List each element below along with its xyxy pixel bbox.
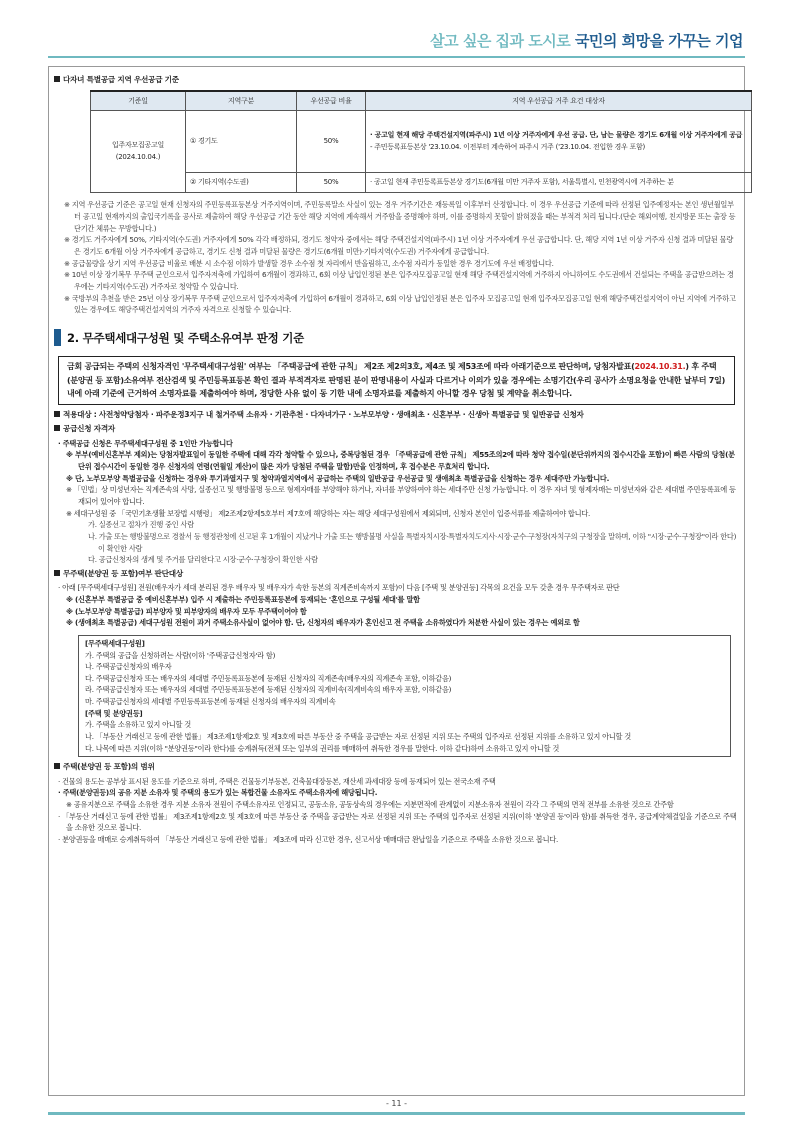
judge-note-3: ※ (생애최초 특별공급) 세대구성원 전원이 과거 주택소유사실이 없어야 함. 단, 신청자의 배우자가 혼인신고 전 주택을 소유하였다가 처분한 사실이 있는 경우는 예외로 함: [66, 618, 580, 628]
def-item: 가. 주택의 공급을 신청하려는 사람(이하 '주택공급신청자'라 함): [85, 650, 276, 660]
qual-sub-2: 나. 가출 또는 행방불명으로 경찰서 등 행정관청에 신고된 후 1개월이 지났거나 가출 또는 행방불명 사실을 특별자치시장·특별자치도지사·시장·군수·구청장(자치구의 구청장을 말하며, 이하 "시장·군수·구청장"이라 한다)이 확인한 사람: [88, 531, 737, 553]
judge-bullet: · 아래 [무주택세대구성원] 전원(배우자가 세대 분리된 경우 배우자 및 배우자가 속한 등본의 직계존비속까지 포함)이 다음 [주택 및 분양권등] 각목의 요건을 모두 갖춘 경우 무주택자로 판단: [58, 583, 620, 593]
def-item: 라. 주택공급신청자 또는 배우자의 세대별 주민등록표등본에 등재된 신청자의 직계비속(직계비속의 배우자 포함, 이하같음): [85, 685, 452, 695]
td-req-2: · 공고일 현재 주민등록표등본상 경기도(6개월 미만 거주자 포함), 서울특별시, 인천광역시에 거주하는 분: [366, 173, 752, 193]
definition-box: [78, 635, 731, 758]
range-bullet-4: · 분양권등을 매매로 승계취득하여 「부동산 거래신고 등에 관한 법률」 제3조에 따라 신고한 경우, 신고서상 매매대금 완납일을 기준으로 주택을 소유한 것으로 봅니다.: [58, 834, 559, 844]
page-number: - 11 -: [385, 1099, 408, 1108]
def-item: 마. 주택공급신청자의 세대별 주민등록표등본에 등재된 신청자의 배우자의 직계비속: [85, 697, 336, 707]
qual-bullet: · 주택공급 신청은 무주택세대구성원 중 1인만 가능합니다: [58, 438, 233, 448]
def2-item: 다. 나목에 따른 지위(이하 "분양권등"이라 한다)를 승계취득(전체 또는 일부의 권리를 매매하여 취득한 경우를 말한다. 이하 같다)하여 소유하고 있지 아니할 것: [85, 743, 560, 753]
qual-note-4: ※ 세대구성원 중 「국민기초생활 보장법 시행령」 제2조제2항제5호부터 제7호에 해당하는 자는 해당 세대구성원에서 제외되며, 신청자 본인이 입증서류를 제출하여야 합니다.: [66, 508, 591, 518]
judge-note-1: ※ (신혼부부 특별공급 중 예비신혼부부) 입주 시 제출하는 주민등록표등본에 등재되는 '혼인으로 구성될 세대'를 말함: [66, 594, 420, 604]
note-5: ※ 국방부의 추천을 받은 25년 이상 장기복무 무주택 군인으로서 입주자저축에 가입하여 6개월이 경과하고, 6회 이상 납입인정된 분은 입주자 모집공고일 현재 입주자모집공고일 현재 해당주택건설지역이 아닌 지역에 거주하고 있는 경우에도 해당주택건설지역의 거주자 자격으로 신청할 수 있습니다.: [64, 293, 736, 315]
judge-heading: 무주택(분양권 등 포함)여부 판단대상: [54, 568, 739, 580]
range-heading: 주택(분양권 등 포함)의 범위: [54, 761, 739, 773]
qual-heading: 공급신청 자격자: [54, 423, 739, 435]
range-note-1: ※ 공유지분으로 주택을 소유한 경우 지분 소유자 전원이 주택소유자로 인정되고, 공동소유, 공동상속의 경우에는 지분면적에 관계없이 지분소유자 전원이 각각 그 주택의 면적 전부를 소유한 것으로 간주함: [66, 800, 674, 810]
td-ratio-1: 50%: [297, 111, 366, 173]
apply-target: 적용대상 : 사전청약당첨자 · 파주운정3지구 내 철거주택 소유자 · 기관추천 · 다자녀가구 · 노부모부양 · 생애최초 · 신혼부부 · 신생아 특별공급 및 일반공급 신청자: [54, 409, 739, 421]
square-bullet-icon: [54, 76, 60, 82]
regional-priority-table: [90, 90, 752, 193]
page-header: [430, 30, 743, 51]
note-1: ※ 지역 우선공급 기준은 공고일 현재 신청자의 주민등록표등본상 거주지역이며, 주민등록말소 사실이 있는 경우 거주기간은 재등록일 이후부터 산정합니다. 이 경우 우선공급 기준에 따라 선정된 입주예정자는 본인 생년월일부터 공고일 현재까지의 출입국기록을 공사로 제출하여 해당 우선공급 기간 동안 해당 지역에 계속해서 거주함을 증명해야 하며, 이를 증명하지 못할이 밝혀졌을 때는 부적격 처리 됩니다.(단순 해외여행, 친지방문 또는 출장 등 단기간 체류는 무방합니다.): [64, 200, 736, 233]
header-rule: [48, 56, 745, 58]
range-bullet-2: · 주택(분양권등)의 공유 지분 소유자 및 주택의 용도가 있는 복합건물 소유자도 주택소유자에 해당됩니다.: [58, 788, 378, 798]
banner-bar-icon: [54, 329, 61, 346]
range-bullet-1: · 건물의 용도는 공부상 표시된 용도를 기준으로 하며, 주택은 건물등기부등본, 건축물대장등본, 재산세 과세대장 등에 등재되어 있는 전국소재 주택: [58, 776, 496, 786]
square-bullet-icon: [54, 411, 60, 417]
th-requirement: 지역 우선공급 거주 요건 대상자: [366, 91, 752, 111]
announce-date: 2024.10.31.: [634, 361, 686, 371]
td-region-1: ① 경기도: [186, 111, 297, 173]
square-bullet-icon: [54, 425, 60, 431]
note-3: ※ 공급물량을 상기 지역 우선공급 비율로 배분 시 소수점 이하가 발생할 경우 소수점 첫 자리에서 반올림하고, 소수점 자리가 동일한 경우 경기도에 우선 배정합니다.: [64, 258, 554, 268]
section2-banner: 2. 무주택세대구성원 및 주택소유여부 판정 기준: [54, 328, 739, 348]
def-heading-1: [무주택세대구성원]: [85, 638, 145, 648]
square-bullet-icon: [54, 570, 60, 576]
notice-box: 금회 공급되는 주택의 신청자격인 '무주택세대구성원' 여부는 「주택공급에 관한 규칙」 제2조 제2의3호, 제4조 및 제53조에 따라 아래기준으로 판단하며, 당첨자발표(2024.10.31.) 후 주택(분양권 등 포함)소유여부 전산검색 및 주민등록표등본 확인 결과 부적격자로 판명된 분이 판명내용이 사실과 다르거나 이의가 있을 경우에는 소명기간(우리 공사가 소명요청을 안내한 날부터 7일) 내에 아래 기준에 근거하여 소명자료를 제출하여야 하며, 정당한 사유 없이 동 기한 내에 소명자료를 제출하지 아니할 경우 당첨 및 계약을 취소합니다.: [58, 356, 735, 405]
td-region-2: ② 기타지역(수도권): [186, 173, 297, 193]
def-item: 다. 주택공급신청자 또는 배우자의 세대별 주민등록표등본에 등재된 신청자의 직계존속(배우자의 직계존속 포함, 이하같음): [85, 673, 452, 683]
def-heading-2: [주택 및 분양권등]: [85, 708, 143, 718]
header-slogan-part1: 살고 싶은 집과 도시로: [430, 32, 575, 50]
th-base-date: 기준일: [91, 91, 186, 111]
th-ratio: 우선공급 비율: [297, 91, 366, 111]
note-2: ※ 경기도 거주자에게 50%, 기타지역(수도권) 거주자에게 50% 각각 배정하되, 경기도 청약자 중에서는 해당 주택건설지역(파주시) 1년 이상 거주자에게 우선 공급합니다. 단, 해당 지역 1년 이상 거주자 신청 결과 미달된 물량은 경기도 6개월 이상 거주자에게 공급하고, 경기도 신청 결과 미달된 물량은 경기도(6개월 미만)·기타지역(수도권) 거주자에게 공급합니다.: [64, 235, 734, 256]
def2-item: 나. 「부동산 거래신고 등에 관한 법률」 제3조제1항제2호 및 제3호에 따른 부동산 중 주택을 공급받는 자로 선정된 지위 또는 주택의 입주자로 선정된 지위를 소유하고 있지 아니할 것: [85, 732, 631, 742]
judge-note-2: ※ (노부모부양 특별공급) 피부양자 및 피부양자의 배우자 모두 무주택이어야 함: [66, 606, 307, 616]
header-slogan-part2: 국민의 희망을 가꾸는 기업: [574, 32, 743, 50]
qual-sub-3: 다. 공급신청자의 생계 및 주거를 달리한다고 시장·군수·구청장이 확인한 사람: [88, 555, 318, 565]
td-ratio-2: 50%: [297, 173, 366, 193]
qual-note-1: ※ 부부(예비신혼부부 제외)는 당첨자발표일이 동일한 주택에 대해 각각 청약할 수 있으나, 중복당첨된 경우 「주택공급에 관한 규칙」 제55조의2에 따라 청약 접수일(분단위까지의 접수시간을 포함)이 빠른 사람의 당첨(분 단위 접수시간이 동일한 경우 신청자의 연령(연월일 계산)이 많은 자가 당첨된 주택을 말함)만을 인정하며, 후 접수분은 무효처리 합니다.: [66, 450, 735, 472]
qual-note-2: ※ 단, 노부모부양 특별공급을 신청하는 경우와 투기과열지구 및 청약과열지역에서 공급하는 주택의 일반공급 우선공급 및 생애최초 특별공급을 신청하는 경우 세대주만 가능합니다.: [66, 473, 610, 483]
footer-rule: [48, 1112, 745, 1115]
qual-sub-1: 가. 실종선고 절차가 진행 중인 사람: [88, 520, 194, 530]
td-req-1: · 공고일 현재 해당 주택건설지역(파주시) 1년 이상 거주자에게 우선 공급. 단, 남는 물량은 경기도 6개월 이상 거주자에게 공급 - 주민등록표등본상 '23.10.04. 이전부터 계속하여 파주시 거주 ('23.10.04. 전입한 경우 포함): [366, 111, 752, 173]
square-bullet-icon: [54, 763, 60, 769]
td-base-date: 입주자모집공고일 (2024.10.04.): [91, 111, 186, 193]
qual-note-3: ※ 「민법」상 미성년자는 직계존속의 사망, 실종선고 및 행방불명 등으로 형제자매를 부양해야 하거나, 자녀를 부양하여야 하는 세대주만 신청 가능합니다. 이 경우 자녀 및 형제자매는 미성년자와 같은 세대별 주민등록표에 등재되어 있어야 합니다.: [66, 485, 736, 506]
th-region: 지역구분: [186, 91, 297, 111]
note-4: ※ 10년 이상 장기복무 무주택 군인으로서 입주자저축에 가입하여 6개월이 경과하고, 6회 이상 납입인정된 분은 입주자모집공고일 현재 해당 주택건설지역에 거주하지 아니하여도 수도권에서 건설되는 주택을 공급받으려는 경우에는 기타지역(수도권) 거주자로 청약할 수 있습니다.: [64, 270, 734, 291]
page-content: [48, 66, 745, 846]
section1-heading: 다자녀 특별공급 지역 우선공급 기준: [54, 74, 739, 86]
range-bullet-3: · 「부동산 거래신고 등에 관한 법률」 제3조제1항제2호 및 제3호에 따른 부동산 중 주택을 공급받는 자로 선정된 지위 또는 주택의 입주자로 선정된 지위(이하 '분양권 등'이라 함)를 취득한 경우, 공급계약체결일을 기준으로 주택을 소유한 것으로 봅니다.: [58, 811, 737, 833]
def-item: 나. 주택공급신청자의 배우자: [85, 662, 172, 672]
def2-item: 가. 주택을 소유하고 있지 아니할 것: [85, 720, 191, 730]
